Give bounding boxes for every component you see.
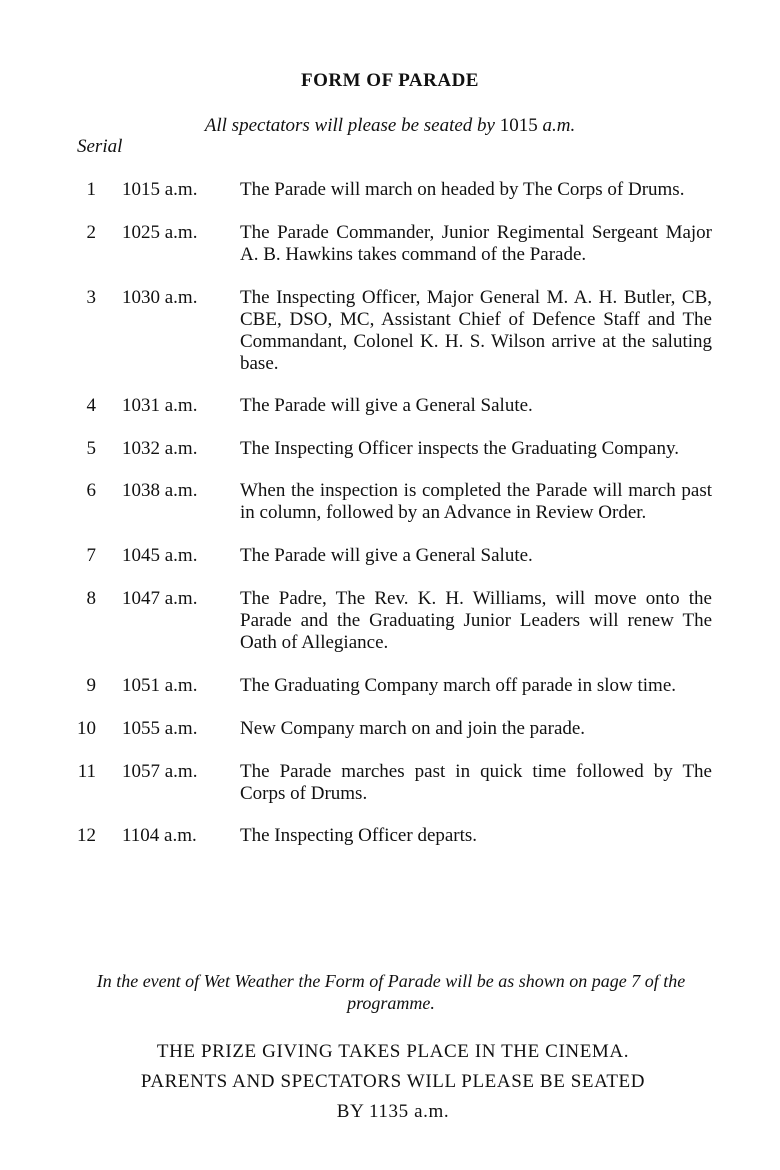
seating-notice-text: All spectators will please be seated by — [204, 115, 495, 136]
page-title: FORM OF PARADE — [301, 70, 479, 91]
event-description: The Parade marches past in quick time followed by The Corps of Drums. — [240, 761, 712, 804]
event-description: The Parade will give a General Salute. — [240, 395, 533, 416]
seating-notice — [0, 115, 780, 137]
serial-number: 8 — [86, 588, 96, 609]
serial-number: 11 — [77, 761, 96, 782]
serial-number: 4 — [86, 395, 96, 416]
event-time: 1025 a.m. — [122, 222, 198, 243]
schedule-row — [0, 675, 780, 697]
schedule-row — [0, 718, 780, 740]
event-time: 1030 a.m. — [122, 287, 198, 308]
wet-weather-note: In the event of Wet Weather the Form of Parade will be as shown on page 7 of the programme. — [96, 971, 686, 1013]
event-time: 1038 a.m. — [122, 480, 198, 501]
serial-number: 7 — [86, 545, 96, 566]
event-time: 1055 a.m. — [122, 718, 198, 739]
schedule-row — [0, 761, 780, 805]
serial-number: 5 — [86, 438, 96, 459]
schedule-row — [0, 438, 780, 460]
event-description: The Parade will give a General Salute. — [240, 545, 533, 566]
schedule-row — [0, 287, 780, 375]
serial-number: 1 — [86, 179, 96, 200]
event-description: New Company march on and join the parade. — [240, 718, 586, 739]
schedule-row — [0, 222, 780, 266]
event-time: 1104 a.m. — [122, 825, 197, 846]
serial-number: 12 — [77, 825, 96, 846]
seating-notice-suffix: a.m. — [542, 115, 576, 136]
event-description: The Parade will march on headed by The Corps of Drums. — [240, 179, 685, 200]
serial-number: 6 — [86, 480, 96, 501]
prize-giving-notice — [75, 1037, 711, 1127]
serial-number: 9 — [86, 675, 96, 696]
prize-giving-line-2: PARENTS AND SPECTATORS WILL PLEASE BE SEATED — [140, 1071, 646, 1092]
event-description: The Inspecting Officer inspects the Graduating Company. — [240, 438, 679, 459]
schedule-row — [0, 480, 780, 524]
event-time: 1045 a.m. — [122, 545, 198, 566]
seating-notice-time: 1015 — [499, 115, 538, 136]
serial-number: 10 — [77, 718, 96, 739]
schedule-row — [0, 395, 780, 417]
schedule-row — [0, 588, 780, 654]
event-time: 1015 a.m. — [122, 179, 198, 200]
event-time: 1057 a.m. — [122, 761, 198, 782]
event-description: When the inspection is completed the Parade will march past in column, followed by an Advance in Review Order. — [240, 480, 712, 523]
event-description: The Inspecting Officer departs. — [240, 825, 478, 846]
event-description: The Parade Commander, Junior Regimental Sergeant Major A. B. Hawkins takes command of the Parade. — [240, 222, 712, 265]
serial-number: 2 — [86, 222, 96, 243]
serial-column-label: Serial — [77, 136, 123, 157]
schedule-row — [0, 179, 780, 201]
event-time: 1031 a.m. — [122, 395, 198, 416]
event-time: 1032 a.m. — [122, 438, 198, 459]
prize-giving-line-1: THE PRIZE GIVING TAKES PLACE IN THE CINEMA. — [156, 1041, 630, 1062]
event-description: The Inspecting Officer, Major General M. A. H. Butler, CB, CBE, DSO, MC, Assistant Chief of Defence Staff and The Commandant, Colonel K. H. S. Wilson arrive at the saluting base. — [240, 287, 712, 374]
prize-giving-line-3: BY 1135 a.m. — [336, 1101, 450, 1122]
parade-schedule — [0, 158, 780, 847]
event-time: 1047 a.m. — [122, 588, 198, 609]
schedule-row — [0, 825, 780, 847]
schedule-row — [0, 545, 780, 567]
event-time: 1051 a.m. — [122, 675, 198, 696]
serial-number: 3 — [86, 287, 96, 308]
event-description: The Padre, The Rev. K. H. Williams, will move onto the Parade and the Graduating Junior Leaders will renew The Oath of Allegiance. — [240, 588, 712, 653]
event-description: The Graduating Company march off parade in slow time. — [240, 675, 676, 696]
